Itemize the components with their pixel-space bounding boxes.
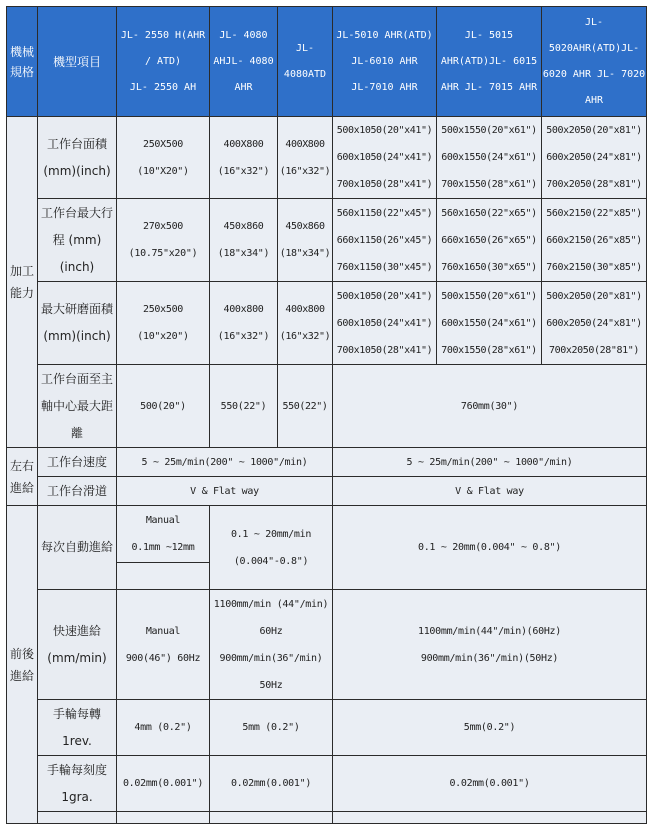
cell-grinding-area-b: 400x800 (16"x32") [210, 282, 278, 365]
label-max-travel: 工作台最大行 程 (mm)(inch) [38, 199, 117, 282]
cell-handwheel-grad-def: 0.02mm(0.001") [333, 756, 647, 812]
cell-handwheel-rev-bc: 5mm (0.2") [210, 700, 333, 756]
table-row [7, 199, 647, 282]
table-row [7, 477, 647, 506]
cell-table-slide-def: V & Flat way [333, 477, 647, 506]
cell-table-speed-abc: 5 ~ 25m/min(200" ~ 1000"/min) [117, 448, 333, 477]
label-table-slide: 工作台滑道 [38, 477, 117, 506]
cell-auto-feed-def: 0.1 ~ 20mm(0.004" ~ 0.8") [333, 506, 647, 590]
cell-table-slide-abc: V & Flat way [117, 477, 333, 506]
cell-max-travel-e: 560x1650(22"x65") 660x1650(26"x65") 760x1650(30"x65") [437, 199, 542, 282]
cell-max-travel-b: 450x860 (18"x34") [210, 199, 278, 282]
label-rapid-feed: 快速進給 (mm/min) [38, 590, 117, 700]
cell-max-travel-a: 270x500 (10.75"x20") [117, 199, 210, 282]
cell-auto-feed-a-empty [117, 563, 210, 590]
label-handwheel-rev: 手輪每轉 1rev. [38, 700, 117, 756]
table-row [7, 700, 647, 756]
cell-max-travel-f: 560x2150(22"x85") 660x2150(26"x85") 760x2150(30"x85") [542, 199, 647, 282]
header-model-c: JL- 4080ATD [278, 7, 333, 117]
table-row [7, 506, 647, 563]
cell-table-area-a: 250X500 (10"X20") [117, 117, 210, 199]
cell-table-speed-def: 5 ~ 25m/min(200" ~ 1000"/min) [333, 448, 647, 477]
cell-spindle-distance-def: 760mm(30") [333, 365, 647, 448]
cell-grinding-area-d: 500x1050(20"x41") 600x1050(24"x41") 700x1050(28"x41") [333, 282, 437, 365]
label-auto-feed: 每次自動進給 [38, 506, 117, 590]
cell-auto-feed-a: Manual 0.1mm ~12mm [117, 506, 210, 563]
cell-auto-feed-bc: 0.1 ~ 20mm/min (0.004"-0.8") [210, 506, 333, 590]
cell-handwheel-grad-bc: 0.02mm(0.001") [210, 756, 333, 812]
header-model-d: JL-5010 AHR(ATD) JL-6010 AHR JL-7010 AHR [333, 7, 437, 117]
header-model-f: JL- 5020AHR(ATD)JL- 6020 AHR JL- 7020 AHR [542, 7, 647, 117]
cell-max-travel-c: 450x860 (18"x34") [278, 199, 333, 282]
table-row [7, 812, 647, 824]
table-row [7, 282, 647, 365]
cell-handwheel-rev-a: 4mm (0.2") [117, 700, 210, 756]
header-model-b: JL- 4080 AHJL- 4080 AHR [210, 7, 278, 117]
cell-handwheel-rev-def: 5mm(0.2") [333, 700, 647, 756]
label-grinding-area: 最大研磨面積 (mm)(inch) [38, 282, 117, 365]
header-item-cell: 機型項目 [38, 7, 117, 117]
label-table-area: 工作台面積 (mm)(inch) [38, 117, 117, 199]
cell-grinding-area-f: 500x2050(20"x81") 600x2050(24"x81") 700x2050(28"81") [542, 282, 647, 365]
cell-rapid-feed-a: Manual 900(46") 60Hz [117, 590, 210, 700]
header-group-cell: 機械 規格 [7, 7, 38, 117]
group-lateral: 左右 進給 [7, 448, 38, 506]
cell-cut-off-def [333, 812, 647, 824]
group-processing: 加工 能力 [7, 117, 38, 448]
cell-table-area-c: 400X800 (16"x32") [278, 117, 333, 199]
header-model-e: JL- 5015 AHR(ATD)JL- 6015 AHR JL- 7015 AHR [437, 7, 542, 117]
cell-grinding-area-e: 500x1550(20"x61") 600x1550(24"x61") 700x1550(28"x61") [437, 282, 542, 365]
table-row [7, 756, 647, 812]
label-handwheel-grad: 手輪每刻度 1gra. [38, 756, 117, 812]
cell-table-area-e: 500x1550(20"x61") 600x1550(24"x61") 700x1550(28"x61") [437, 117, 542, 199]
header-row [7, 7, 647, 117]
spec-table [6, 6, 647, 824]
cell-cut-off-a [117, 812, 210, 824]
cell-grinding-area-c: 400x800 (16"x32") [278, 282, 333, 365]
cell-handwheel-grad-a: 0.02mm(0.001") [117, 756, 210, 812]
cell-table-area-b: 400X800 (16"x32") [210, 117, 278, 199]
cell-table-area-d: 500x1050(20"x41") 600x1050(24"x41") 700x1050(28"x41") [333, 117, 437, 199]
cell-table-area-f: 500x2050(20"x81") 600x2050(24"x81") 700x2050(28"x81") [542, 117, 647, 199]
cell-spindle-distance-c: 550(22") [278, 365, 333, 448]
cell-max-travel-d: 560x1150(22"x45") 660x1150(26"x45") 760x1150(30"x45") [333, 199, 437, 282]
label-cut-off [38, 812, 117, 824]
table-row [7, 448, 647, 477]
table-row [7, 117, 647, 199]
cell-rapid-feed-bc: 1100mm/min (44"/min) 60Hz 900mm/min(36"/min) 50Hz [210, 590, 333, 700]
header-model-a: JL- 2550 H(AHR / ATD) JL- 2550 AH [117, 7, 210, 117]
cell-spindle-distance-a: 500(20") [117, 365, 210, 448]
label-table-speed: 工作台速度 [38, 448, 117, 477]
cell-rapid-feed-def: 1100mm/min(44"/min)(60Hz) 900mm/min(36"/min)(50Hz) [333, 590, 647, 700]
label-spindle-distance: 工作台面至主 軸中心最大距 離 [38, 365, 117, 448]
cell-cut-off-bc [210, 812, 333, 824]
group-forward: 前後 進給 [7, 506, 38, 824]
table-row [7, 590, 647, 700]
table-row [7, 365, 647, 448]
cell-grinding-area-a: 250x500 (10"x20") [117, 282, 210, 365]
cell-spindle-distance-b: 550(22") [210, 365, 278, 448]
